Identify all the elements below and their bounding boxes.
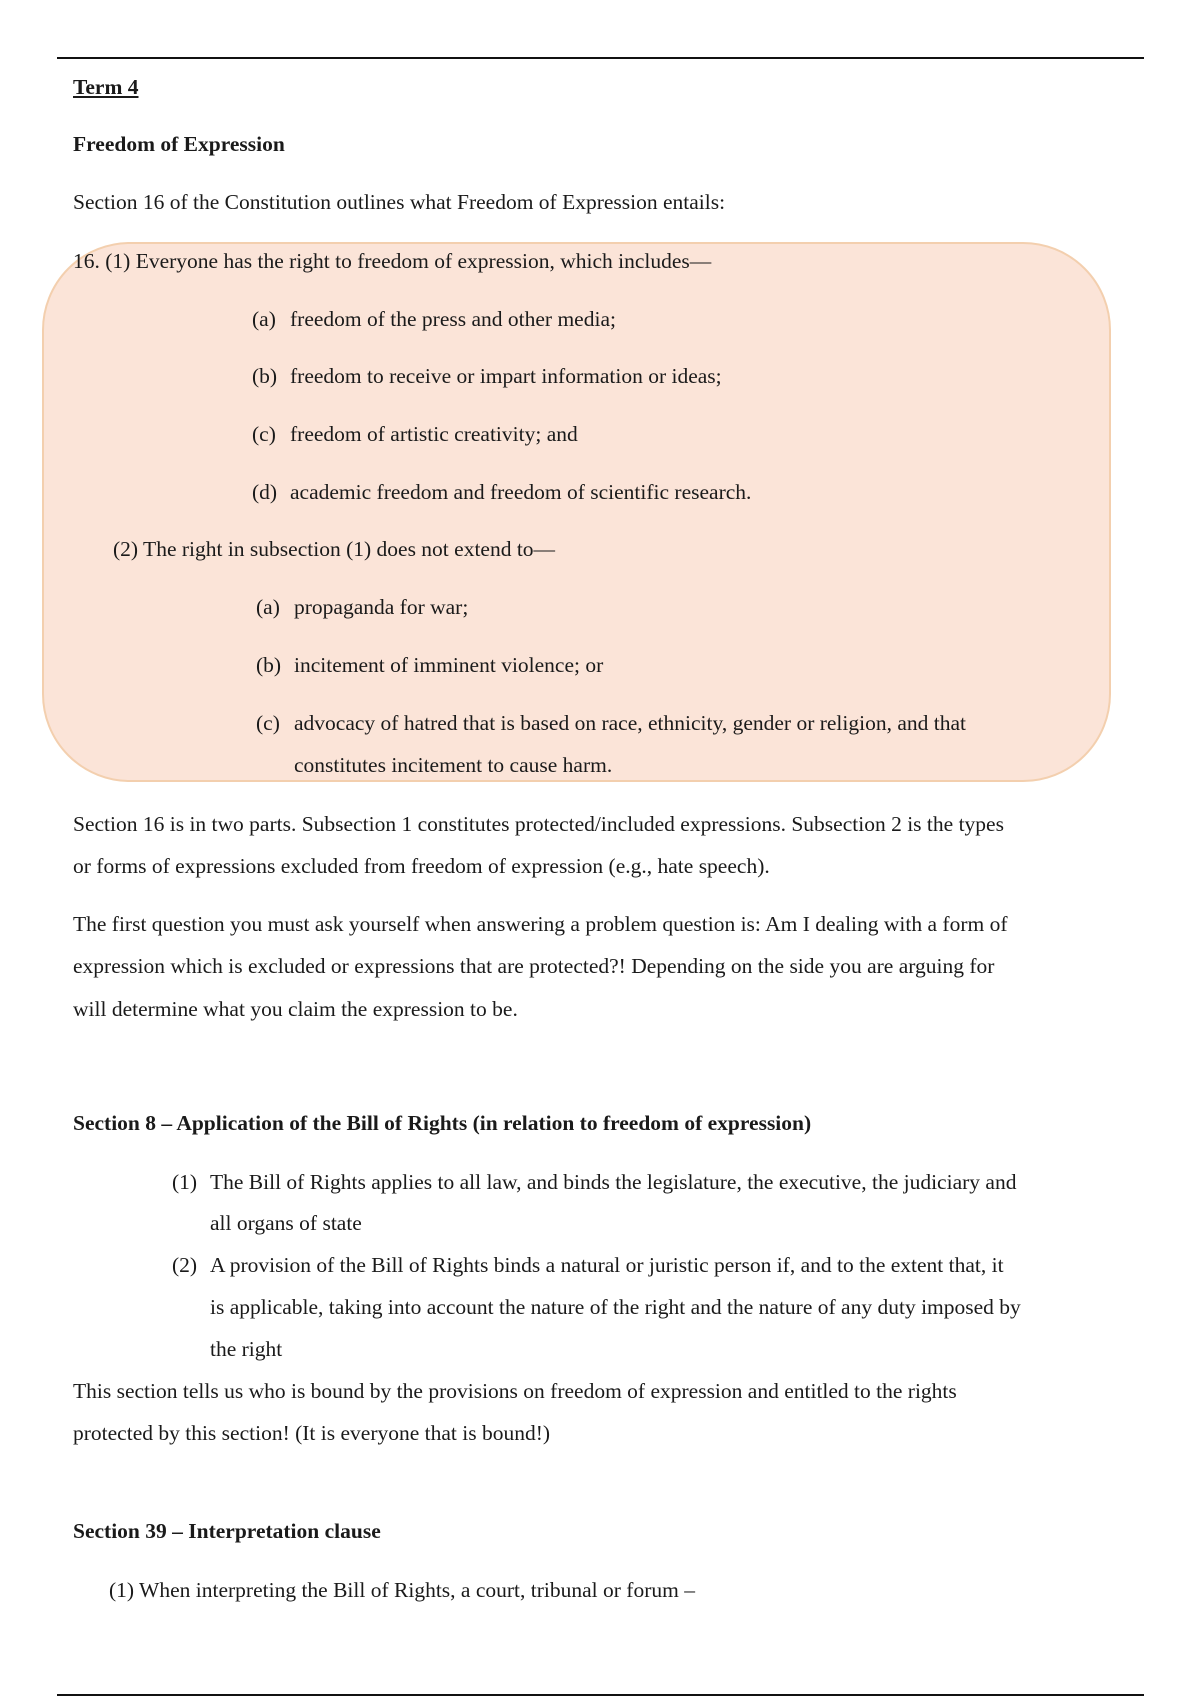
s8-note-line1: This section tells us who is bound by the provisions on freedom of expression and entitled to the rights [73,1379,957,1403]
s16-subsection2-intro: (2) The right in subsection (1) does not extend to— [113,537,556,561]
item-text: freedom to receive or impart information or ideas; [290,364,722,388]
item-num: (d) [252,480,278,504]
s16-excl-c-continued: constitutes incitement to cause harm. [294,753,613,777]
para2-line3: will determine what you claim the expression to be. [73,997,518,1021]
item-text: advocacy of hatred that is based on race, ethnicity, gender or religion, and that [294,711,967,735]
topic-heading: Freedom of Expression [73,132,285,156]
s16-item-d [252,471,751,513]
item-text: The Bill of Rights applies to all law, and binds the legislature, the executive, the judiciary and [210,1170,1017,1194]
s16-excl-c [256,702,966,744]
para1-line1: Section 16 is in two parts. Subsection 1 constitutes protected/included expressions. Subsection 2 is the types [73,812,1004,836]
item-num: (b) [252,364,278,388]
section8-heading: Section 8 – Application of the Bill of Rights (in relation to freedom of expression) [73,1111,812,1135]
item-num: (b) [256,653,282,677]
s8-item1-line2: all organs of state [210,1211,362,1235]
item-num: (c) [256,711,280,735]
para1-line2: or forms of expressions excluded from freedom of expression (e.g., hate speech). [73,854,770,878]
s8-note-line2: protected by this section! (It is everyone that is bound!) [73,1421,551,1445]
item-num: (1) [172,1170,198,1194]
s8-item1-line1 [172,1161,1016,1203]
item-num: (2) [172,1253,198,1277]
s16-excl-a [256,586,468,628]
s16-excl-b [256,644,603,686]
s16-subsection1-intro: 16. (1) Everyone has the right to freedom of expression, which includes— [73,249,712,273]
item-num: (a) [256,595,280,619]
s39-item1: (1) When interpreting the Bill of Rights, a court, tribunal or forum – [109,1578,695,1602]
term-heading: Term 4 [73,75,139,99]
item-num: (a) [252,307,276,331]
section39-heading: Section 39 – Interpretation clause [73,1519,381,1543]
s8-item2-line3: the right [210,1337,283,1361]
item-text: incitement of imminent violence; or [294,653,604,677]
intro-text: Section 16 of the Constitution outlines what Freedom of Expression entails: [73,190,726,214]
item-text: A provision of the Bill of Rights binds a natural or juristic person if, and to the extent that, it [210,1253,1004,1277]
bottom-rule [57,1694,1144,1696]
top-rule [57,57,1144,59]
item-num: (c) [252,422,276,446]
s16-item-c [252,413,578,455]
item-text: academic freedom and freedom of scientific research. [290,480,752,504]
para2-line1: The first question you must ask yourself when answering a problem question is: Am I dealing with a form of [73,912,1008,936]
s16-item-b [252,355,722,397]
s8-item2-line1 [172,1244,1004,1286]
item-text: freedom of the press and other media; [290,307,616,331]
para2-line2: expression which is excluded or expressions that are protected?! Depending on the side you are arguing for [73,954,995,978]
s16-item-a [252,298,616,340]
item-text: freedom of artistic creativity; and [290,422,578,446]
item-text: propaganda for war; [294,595,469,619]
s8-item2-line2: is applicable, taking into account the nature of the right and the nature of any duty imposed by [210,1295,1021,1319]
